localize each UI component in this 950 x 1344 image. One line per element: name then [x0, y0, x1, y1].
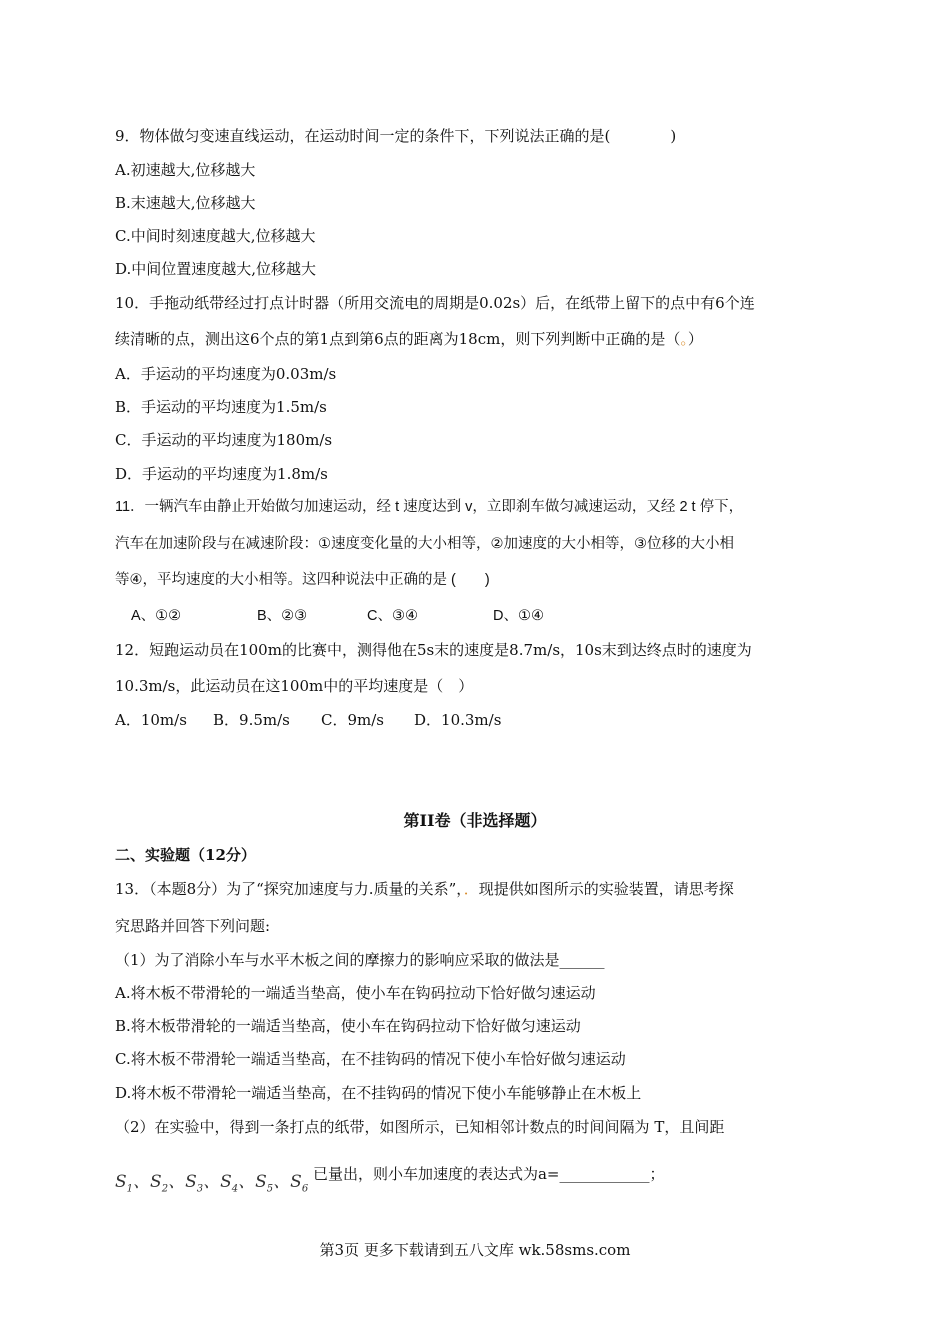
symbol-s2: $S_2$: [150, 1172, 169, 1195]
q12-option-a: A．10m/s: [115, 711, 187, 729]
q13-sub2-line2-tail: 已量出，则小车加速度的表达式为a=____________；: [312, 1165, 665, 1183]
q12-option-d: D．10.3m/s: [414, 711, 502, 729]
q13-stem-line1-text: 13．（本题8分）为了“探究加速度与力.质量的关系”，: [115, 880, 464, 898]
symbol-s4: $S_4$: [220, 1172, 239, 1195]
q9-stem: 9．物体做匀变速直线运动，在运动时间一定的条件下，下列说法正确的是( ): [115, 127, 677, 145]
symbol-s1: $S_1$: [115, 1172, 134, 1195]
q12-options: [115, 710, 501, 730]
symbol-separator: 、: [203, 1172, 221, 1192]
q10-stem-close: ）: [687, 330, 703, 348]
q13-sub2-line2: [115, 1165, 665, 1199]
q10-stem-dot: 。: [680, 330, 688, 348]
q9-option-b: B.末速越大,位移越大: [115, 194, 256, 212]
q11-options: [131, 606, 544, 626]
q11-stem-line1: 11．一辆汽车由静止开始做匀加速运动，经 t 速度达到 v，立即刹车做匀减速运动，又经 2 t 停下，: [115, 499, 744, 515]
symbol-s3: $S_3$: [185, 1172, 204, 1195]
q13-stem-line1: [115, 879, 734, 899]
q11-option-c: C、③④: [367, 608, 418, 624]
q13-sub1-option-b: B.将木板带滑轮的一端适当垫高，使小车在钩码拉动下恰好做匀速运动: [115, 1017, 581, 1035]
q11-option-b: B、②③: [257, 608, 308, 624]
symbol-separator: 、: [133, 1172, 151, 1192]
q11-option-d: D、①④: [493, 608, 544, 624]
q13-stem-dot: ．: [463, 880, 479, 898]
q13-sub1-option-d: D.将木板不带滑轮一端适当垫高，在不挂钩码的情况下使小车能够静止在木板上: [115, 1084, 642, 1102]
q11-option-a: A、①②: [131, 608, 182, 624]
q12-option-b: B．9.5m/s: [213, 711, 290, 729]
q12-stem-line2: 10.3m/s，此运动员在这100m中的平均速度是（ ）: [115, 677, 474, 695]
q10-option-c: C．手运动的平均速度为180m/s: [115, 431, 333, 449]
symbol-s6: $S_6$: [290, 1172, 309, 1195]
q9-option-a: A.初速越大,位移越大: [115, 161, 256, 179]
q9-option-d: D.中间位置速度越大,位移越大: [115, 260, 317, 278]
q13-sub2-line1: （2）在实验中，得到一条打点的纸带，如图所示，已知相邻计数点的时间间隔为 T，且间距: [115, 1118, 725, 1136]
q10-option-d: D．手运动的平均速度为1.8m/s: [115, 465, 328, 483]
part2-title: 第II卷（非选择题）: [403, 811, 547, 830]
q13-stem-line1-rest: 现提供如图所示的实验装置，请思考探: [478, 880, 734, 898]
q13-stem-line2: 究思路并回答下列问题:: [115, 917, 271, 935]
q10-stem-line1: 10．手拖动纸带经过打点计时器（所用交流电的周期是0.02s）后，在纸带上留下的点中有6个连: [115, 294, 755, 312]
q12-stem-line1: 12．短跑运动员在100m的比赛中，测得他在5s末的速度是8.7m/s，10s末到达终点时的速度为: [115, 641, 752, 659]
q10-option-b: B．手运动的平均速度为1.5m/s: [115, 398, 327, 416]
q9-option-c: C.中间时刻速度越大,位移越大: [115, 227, 316, 245]
q10-stem-line2: [115, 329, 703, 349]
symbol-separator: 、: [273, 1172, 291, 1192]
q13-sub1: （1）为了消除小车与水平木板之间的摩擦力的影响应采取的做法是______: [115, 951, 605, 969]
q11-stem-line3: 等④，平均速度的大小相等。这四种说法中正确的是 ( ): [115, 572, 490, 588]
q13-sub1-option-a: A.将木板不带滑轮的一端适当垫高，使小车在钩码拉动下恰好做匀速运动: [115, 984, 596, 1002]
q13-sub1-option-c: C.将木板不带滑轮一端适当垫高，在不挂钩码的情况下使小车恰好做匀速运动: [115, 1050, 626, 1068]
section2-heading: 二、实验题（12分）: [115, 846, 256, 864]
symbol-separator: 、: [238, 1172, 256, 1192]
q12-option-c: C．9m/s: [321, 711, 384, 729]
symbol-s5: $S_5$: [255, 1172, 274, 1195]
q11-stem-line2: 汽车在加速阶段与在减速阶段：①速度变化量的大小相等，②加速度的大小相等，③位移的大小相: [115, 536, 734, 552]
symbol-separator: 、: [168, 1172, 186, 1192]
q10-option-a: A．手运动的平均速度为0.03m/s: [115, 365, 337, 383]
q10-stem-line2-text: 续清晰的点，测出这6个点的第1点到第6点的距离为18cm，则下列判断中正确的是（: [115, 330, 681, 348]
page-footer: 第3页 更多下载请到五八文库 wk.58sms.com: [319, 1241, 631, 1259]
